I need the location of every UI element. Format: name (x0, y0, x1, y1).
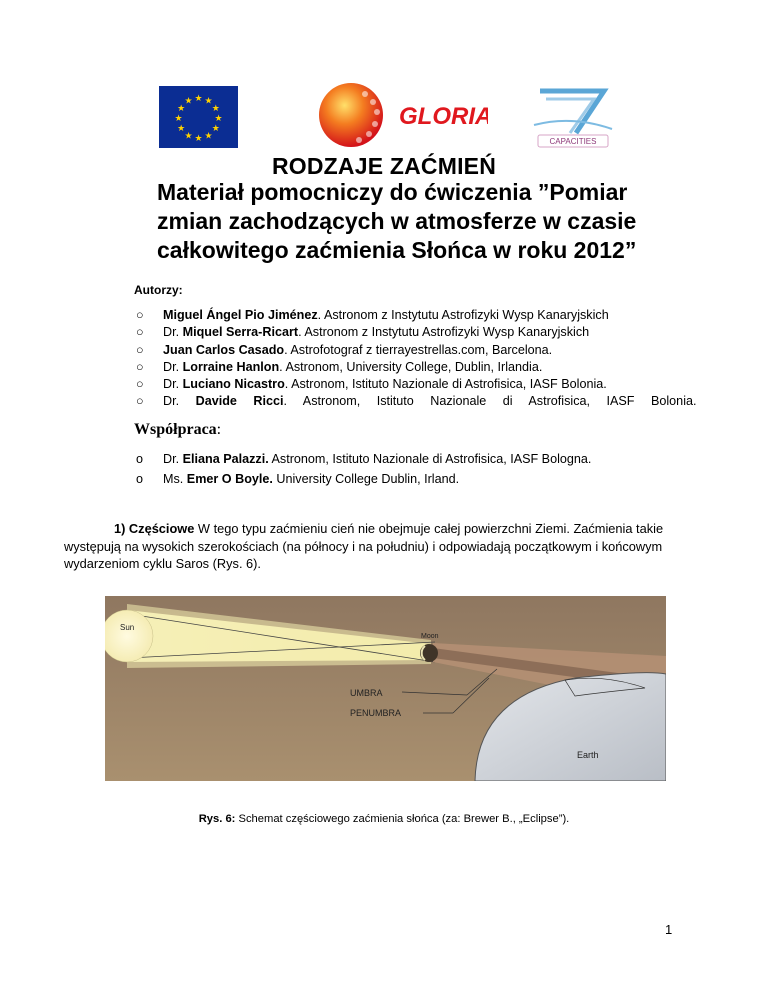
collaborator-name: Emer O Boyle. (186, 472, 273, 486)
author-affiliation: . Astronom, Istituto Nazionale di Astrofisica, IASF Bolonia. (283, 394, 697, 409)
partial-eclipse-diagram (105, 596, 666, 781)
sun-label: Sun (120, 623, 135, 632)
o-bullet-icon: o (136, 472, 144, 486)
author-item (136, 359, 676, 376)
author-affiliation: . Astronom z Instytutu Astrofizyki Wysp Kanaryjskich (298, 325, 590, 340)
svg-text:★: ★ (211, 124, 220, 134)
author-affiliation: . Astronom, Istituto Nazionale di Astrofisica, IASF Bolonia. (284, 377, 607, 392)
svg-text:★: ★ (184, 96, 193, 107)
svg-text:★: ★ (204, 96, 213, 107)
o-bullet-icon: o (136, 452, 144, 466)
collaborator-affiliation: Astronom, Istituto Nazionale di Astrofisica, IASF Bologna. (268, 452, 592, 466)
author-name: Miquel Serra-Ricart (182, 325, 299, 340)
partial-eclipse-paragraph (64, 520, 704, 573)
sun-shape (105, 610, 153, 662)
paragraph-heading: 1) Częściowe (114, 521, 195, 536)
author-name: Lorraine Hanlon (182, 359, 280, 374)
page-number: 1 (665, 922, 673, 937)
svg-text:★: ★ (177, 104, 186, 114)
collaborator-prefix: Dr. (163, 452, 183, 466)
author-prefix: Dr. (163, 359, 183, 374)
caption-text: Schemat częściowego zaćmienia słońca (za: Brewer B., „Eclipse”). (235, 813, 570, 825)
author-name: Davide Ricci (195, 394, 284, 409)
circle-bullet-icon: ○ (136, 377, 144, 392)
circle-bullet-icon: ○ (136, 308, 144, 322)
svg-text:★: ★ (194, 134, 203, 144)
authors-list (136, 307, 697, 411)
collaboration-label-text: Współpraca (134, 421, 217, 438)
circle-bullet-icon: ○ (136, 342, 144, 357)
author-name: Luciano Nicastro (182, 377, 285, 392)
moon-shape (420, 644, 438, 662)
authors-label: Autorzy: (134, 283, 183, 297)
author-item (136, 393, 697, 410)
svg-text:★: ★ (204, 131, 213, 142)
eu-flag-icon (159, 86, 238, 148)
svg-text:★: ★ (194, 94, 203, 104)
collaborator-item (136, 449, 591, 469)
collaboration-label-colon: : (216, 421, 222, 438)
author-prefix: Dr. (163, 394, 196, 409)
svg-text:★: ★ (184, 131, 193, 142)
penumbra-label: PENUMBRA (350, 708, 402, 718)
svg-text:★: ★ (177, 124, 186, 134)
gloria-logo (313, 80, 488, 150)
gloria-logo-text: GLORIA (399, 103, 488, 130)
subtitle-line-2: zmian zachodzących w atmosferze w czasie (157, 208, 637, 234)
fp7-capacities-logo (532, 85, 614, 149)
document-title: RODZAJE ZAĆMIEŃ (271, 153, 497, 179)
collaborator-prefix: Ms. (163, 472, 187, 486)
moon-label: Moon (421, 633, 439, 640)
earth-label: Earth (577, 750, 599, 760)
umbra-label: UMBRA (350, 688, 383, 698)
circle-bullet-icon: ○ (136, 359, 144, 374)
author-item (136, 324, 676, 341)
subtitle-line-3: całkowitego zaćmienia Słońca w roku 2012” (157, 237, 637, 263)
collaboration-label (134, 421, 221, 439)
subtitle-line-1: Materiał pomocniczy do ćwiczenia ”Pomiar (157, 179, 628, 205)
author-affiliation: . Astronom, University College, Dublin, Irlandia. (279, 359, 543, 374)
collaborator-name: Eliana Palazzi. (182, 452, 269, 466)
document-subtitle (157, 178, 677, 265)
author-prefix: Dr. (163, 325, 183, 340)
paragraph-text: W tego typu zaćmieniu cień nie obejmuje całej powierzchni Ziemi. Zaćmienia takie występują na wysokich szerokościach (na północy i na południu) i odpowiadają początkowym i końcowym wydarzeniom cyklu Saros (Rys. 6). (64, 521, 664, 572)
author-item (136, 307, 676, 324)
author-name: Juan Carlos Casado (163, 342, 285, 357)
author-item (136, 342, 676, 359)
figure-caption (0, 813, 768, 825)
svg-text:★: ★ (174, 114, 183, 124)
author-item (136, 376, 676, 393)
author-affiliation: . Astrofotograf z tierrayestrellas.com, Barcelona. (284, 342, 553, 357)
circle-bullet-icon: ○ (136, 394, 144, 409)
author-prefix: Dr. (163, 377, 183, 392)
svg-text:★: ★ (214, 114, 223, 124)
circle-bullet-icon: ○ (136, 325, 144, 340)
caption-label: Rys. 6: (198, 813, 236, 825)
fp7-logo-text: CAPACITIES (549, 137, 597, 146)
author-affiliation: . Astronom z Instytutu Astrofizyki Wysp Kanaryjskich (317, 308, 609, 322)
svg-text:★: ★ (211, 104, 220, 114)
author-name: Miguel Ángel Pio Jiménez (163, 308, 318, 322)
collaboration-list (136, 449, 591, 489)
collaborator-item (136, 469, 591, 489)
collaborator-affiliation: University College Dublin, Irland. (272, 472, 460, 486)
